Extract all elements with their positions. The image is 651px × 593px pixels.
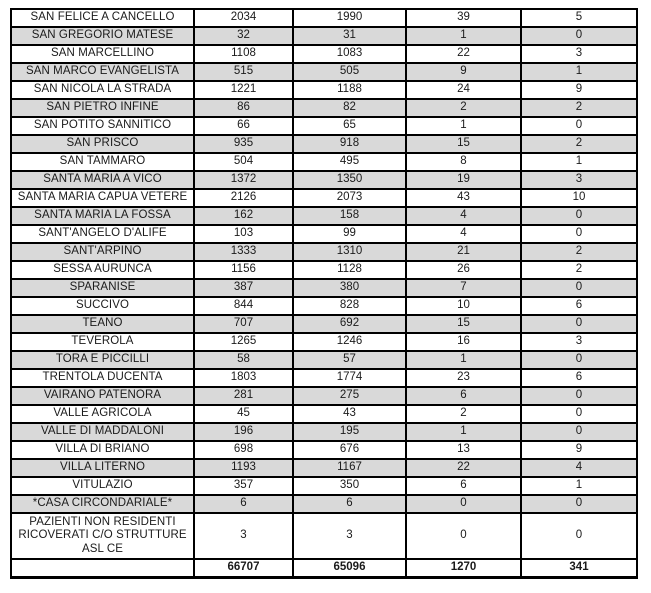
value-cell: 2 — [521, 135, 637, 153]
value-cell: 1 — [521, 153, 637, 171]
value-cell: 99 — [293, 225, 406, 243]
table-row — [11, 45, 637, 63]
value-cell: 0 — [521, 279, 637, 297]
table-row — [11, 171, 637, 189]
value-cell: 5 — [521, 9, 637, 27]
table-row — [11, 477, 637, 495]
municipality-cell: TEANO — [11, 315, 194, 333]
municipality-cell: VILLA LITERNO — [11, 459, 194, 477]
value-cell: 86 — [194, 99, 293, 117]
table-row — [11, 459, 637, 477]
value-cell: 0 — [521, 405, 637, 423]
municipality-cell: SAN PRISCO — [11, 135, 194, 153]
value-cell: 0 — [521, 513, 637, 559]
table-row — [11, 279, 637, 297]
municipality-cell: SESSA AURUNCA — [11, 261, 194, 279]
table-row — [11, 333, 637, 351]
municipality-cell: TORA E PICCILLI — [11, 351, 194, 369]
value-cell: 43 — [406, 189, 521, 207]
value-cell: 15 — [406, 315, 521, 333]
table-row — [11, 243, 637, 261]
value-cell: 387 — [194, 279, 293, 297]
value-cell: 9 — [521, 441, 637, 459]
table-row — [11, 261, 637, 279]
value-cell: 1990 — [293, 9, 406, 27]
value-cell: 0 — [521, 351, 637, 369]
value-cell: 6 — [521, 369, 637, 387]
value-cell: 22 — [406, 45, 521, 63]
municipality-cell: SANT'ARPINO — [11, 243, 194, 261]
value-cell: 0 — [521, 423, 637, 441]
value-cell: 66 — [194, 117, 293, 135]
table-row — [11, 27, 637, 45]
value-cell: 1265 — [194, 333, 293, 351]
value-cell: 16 — [406, 333, 521, 351]
value-cell: 2 — [521, 243, 637, 261]
value-cell: 31 — [293, 27, 406, 45]
table-row — [11, 135, 637, 153]
table-row — [11, 441, 637, 459]
table-row — [11, 369, 637, 387]
table-row — [11, 351, 637, 369]
municipality-cell: VITULAZIO — [11, 477, 194, 495]
value-cell: 9 — [521, 81, 637, 99]
totals-value-cell: 66707 — [194, 559, 293, 578]
table-row — [11, 99, 637, 117]
value-cell: 6 — [521, 297, 637, 315]
value-cell: 23 — [406, 369, 521, 387]
value-cell: 3 — [521, 171, 637, 189]
municipality-cell: SAN MARCO EVANGELISTA — [11, 63, 194, 81]
value-cell: 275 — [293, 387, 406, 405]
value-cell: 103 — [194, 225, 293, 243]
value-cell: 504 — [194, 153, 293, 171]
value-cell: 1 — [406, 117, 521, 135]
municipality-cell: SPARANISE — [11, 279, 194, 297]
value-cell: 1350 — [293, 171, 406, 189]
table-row — [11, 207, 637, 225]
value-cell: 4 — [406, 225, 521, 243]
value-cell: 1156 — [194, 261, 293, 279]
value-cell: 1246 — [293, 333, 406, 351]
value-cell: 1 — [406, 423, 521, 441]
municipality-cell: SAN GREGORIO MATESE — [11, 27, 194, 45]
value-cell: 1221 — [194, 81, 293, 99]
value-cell: 1 — [406, 27, 521, 45]
value-cell: 495 — [293, 153, 406, 171]
value-cell: 57 — [293, 351, 406, 369]
value-cell: 10 — [521, 189, 637, 207]
table-row — [11, 189, 637, 207]
value-cell: 4 — [521, 459, 637, 477]
value-cell: 515 — [194, 63, 293, 81]
value-cell: 1 — [521, 63, 637, 81]
totals-value-cell: 1270 — [406, 559, 521, 578]
value-cell: 1774 — [293, 369, 406, 387]
value-cell: 3 — [194, 513, 293, 559]
value-cell: 0 — [406, 495, 521, 513]
value-cell: 9 — [406, 63, 521, 81]
value-cell: 43 — [293, 405, 406, 423]
value-cell: 0 — [521, 207, 637, 225]
value-cell: 676 — [293, 441, 406, 459]
value-cell: 1310 — [293, 243, 406, 261]
value-cell: 39 — [406, 9, 521, 27]
table-row — [11, 513, 637, 559]
value-cell: 32 — [194, 27, 293, 45]
value-cell: 26 — [406, 261, 521, 279]
municipality-cell: SANTA MARIA CAPUA VETERE — [11, 189, 194, 207]
municipality-cell: VALLE DI MADDALONI — [11, 423, 194, 441]
municipality-cell: VAIRANO PATENORA — [11, 387, 194, 405]
municipality-cell: SANTA MARIA LA FOSSA — [11, 207, 194, 225]
value-cell: 3 — [521, 45, 637, 63]
value-cell: 505 — [293, 63, 406, 81]
value-cell: 3 — [293, 513, 406, 559]
value-cell: 350 — [293, 477, 406, 495]
value-cell: 1083 — [293, 45, 406, 63]
value-cell: 281 — [194, 387, 293, 405]
table-row — [11, 405, 637, 423]
value-cell: 10 — [406, 297, 521, 315]
table-row — [11, 81, 637, 99]
value-cell: 162 — [194, 207, 293, 225]
municipality-cell: *CASA CIRCONDARIALE* — [11, 495, 194, 513]
value-cell: 1167 — [293, 459, 406, 477]
municipality-cell: TRENTOLA DUCENTA — [11, 369, 194, 387]
value-cell: 1128 — [293, 261, 406, 279]
value-cell: 0 — [521, 225, 637, 243]
value-cell: 828 — [293, 297, 406, 315]
municipality-cell: PAZIENTI NON RESIDENTI RICOVERATI C/O STRUTTURE ASL CE — [11, 513, 194, 559]
municipality-cell: TEVEROLA — [11, 333, 194, 351]
value-cell: 2 — [406, 99, 521, 117]
value-cell: 2 — [406, 405, 521, 423]
totals-row — [11, 559, 637, 578]
value-cell: 918 — [293, 135, 406, 153]
table-row — [11, 423, 637, 441]
value-cell: 1 — [406, 351, 521, 369]
municipality-cell: SANTA MARIA A VICO — [11, 171, 194, 189]
value-cell: 21 — [406, 243, 521, 261]
value-cell: 6 — [194, 495, 293, 513]
table-row — [11, 117, 637, 135]
table-row — [11, 153, 637, 171]
value-cell: 2126 — [194, 189, 293, 207]
table-row — [11, 297, 637, 315]
value-cell: 698 — [194, 441, 293, 459]
totals-value-cell: 65096 — [293, 559, 406, 578]
asl-table-body — [11, 9, 637, 578]
value-cell: 2 — [521, 261, 637, 279]
value-cell: 195 — [293, 423, 406, 441]
value-cell: 844 — [194, 297, 293, 315]
value-cell: 1188 — [293, 81, 406, 99]
value-cell: 45 — [194, 405, 293, 423]
value-cell: 1 — [521, 477, 637, 495]
municipality-cell: SANT'ANGELO D'ALIFE — [11, 225, 194, 243]
value-cell: 82 — [293, 99, 406, 117]
value-cell: 0 — [406, 513, 521, 559]
value-cell: 380 — [293, 279, 406, 297]
value-cell: 0 — [521, 27, 637, 45]
table-row — [11, 225, 637, 243]
value-cell: 1372 — [194, 171, 293, 189]
value-cell: 19 — [406, 171, 521, 189]
value-cell: 1333 — [194, 243, 293, 261]
value-cell: 24 — [406, 81, 521, 99]
value-cell: 2073 — [293, 189, 406, 207]
municipality-cell: SAN POTITO SANNITICO — [11, 117, 194, 135]
value-cell: 15 — [406, 135, 521, 153]
value-cell: 707 — [194, 315, 293, 333]
value-cell: 1108 — [194, 45, 293, 63]
totals-label-cell — [11, 559, 194, 578]
municipality-data-table — [10, 8, 638, 579]
value-cell: 0 — [521, 315, 637, 333]
value-cell: 3 — [521, 333, 637, 351]
value-cell: 6 — [406, 477, 521, 495]
value-cell: 6 — [293, 495, 406, 513]
value-cell: 7 — [406, 279, 521, 297]
municipality-cell: SAN MARCELLINO — [11, 45, 194, 63]
value-cell: 0 — [521, 117, 637, 135]
value-cell: 158 — [293, 207, 406, 225]
table-row — [11, 9, 637, 27]
table-row — [11, 315, 637, 333]
totals-value-cell: 341 — [521, 559, 637, 578]
municipality-cell: SAN FELICE A CANCELLO — [11, 9, 194, 27]
value-cell: 2 — [521, 99, 637, 117]
municipality-cell: SAN TAMMARO — [11, 153, 194, 171]
value-cell: 357 — [194, 477, 293, 495]
value-cell: 0 — [521, 387, 637, 405]
table-row — [11, 495, 637, 513]
value-cell: 58 — [194, 351, 293, 369]
value-cell: 2034 — [194, 9, 293, 27]
value-cell: 0 — [521, 495, 637, 513]
municipality-cell: VILLA DI BRIANO — [11, 441, 194, 459]
municipality-cell: VALLE AGRICOLA — [11, 405, 194, 423]
value-cell: 1803 — [194, 369, 293, 387]
table-row — [11, 387, 637, 405]
value-cell: 22 — [406, 459, 521, 477]
municipality-cell: SAN PIETRO INFINE — [11, 99, 194, 117]
value-cell: 1193 — [194, 459, 293, 477]
value-cell: 13 — [406, 441, 521, 459]
municipality-cell: SUCCIVO — [11, 297, 194, 315]
value-cell: 692 — [293, 315, 406, 333]
value-cell: 935 — [194, 135, 293, 153]
value-cell: 196 — [194, 423, 293, 441]
value-cell: 65 — [293, 117, 406, 135]
municipality-cell: SAN NICOLA LA STRADA — [11, 81, 194, 99]
value-cell: 6 — [406, 387, 521, 405]
value-cell: 4 — [406, 207, 521, 225]
table-row — [11, 63, 637, 81]
value-cell: 8 — [406, 153, 521, 171]
